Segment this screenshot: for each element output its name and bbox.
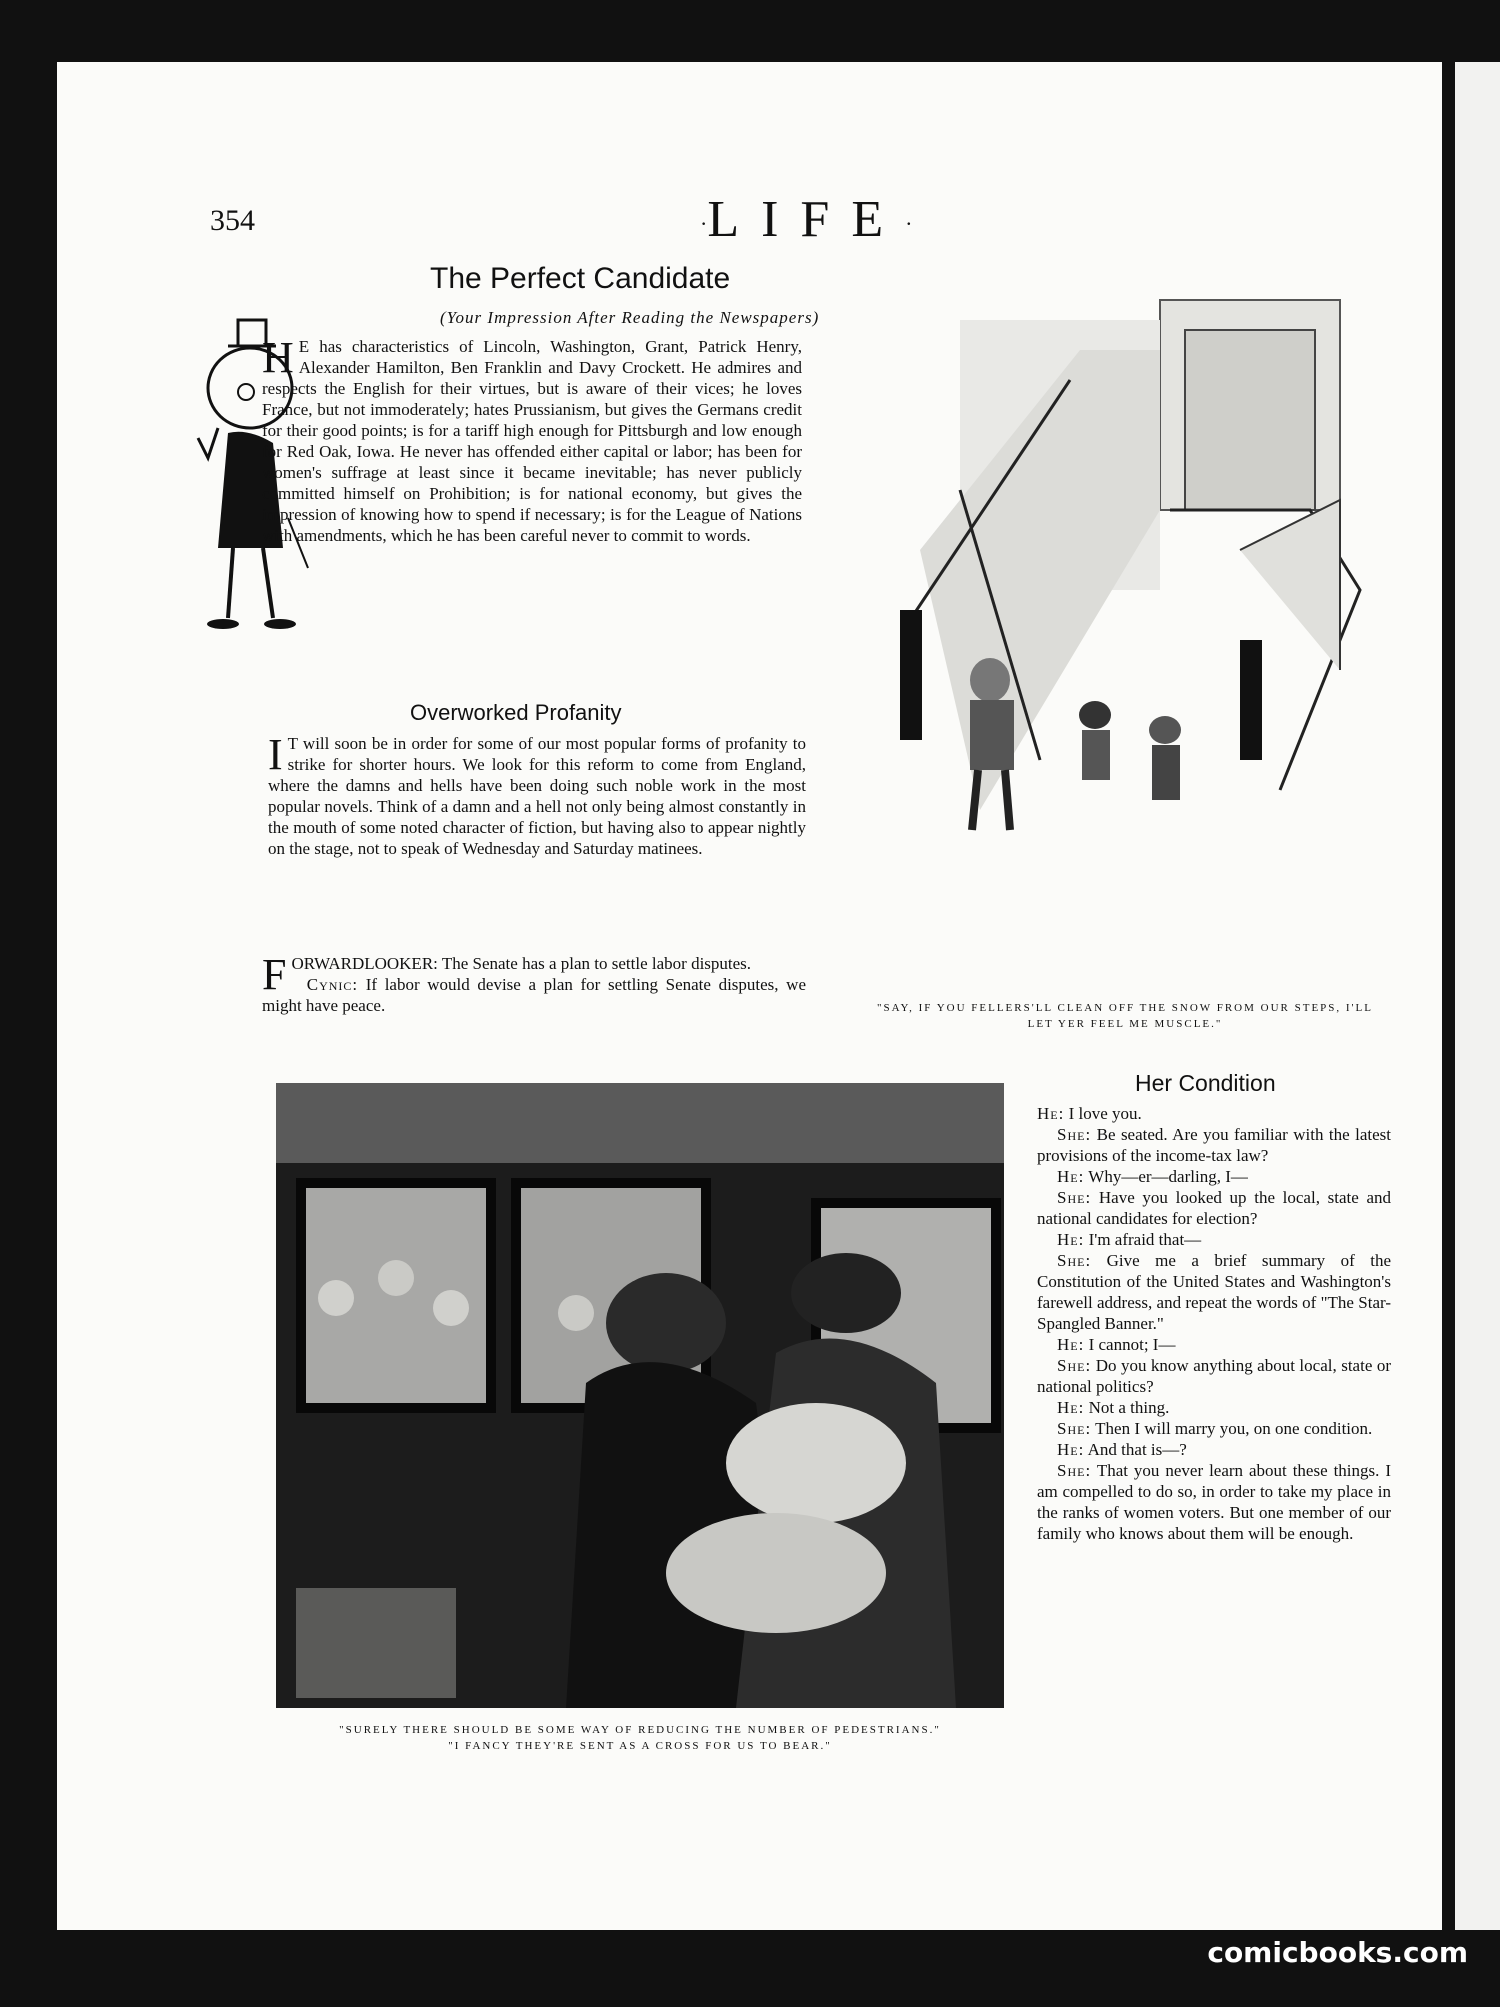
speaker-label: She:	[1057, 1461, 1092, 1480]
speaker-label: He:	[1057, 1440, 1085, 1459]
dialog-line	[1037, 1187, 1391, 1229]
dialog-text: And that is—?	[1087, 1440, 1187, 1459]
drop-cap: H	[262, 333, 294, 382]
site-watermark: comicbooks.com	[1207, 1936, 1468, 1969]
dialog-text: Not a thing.	[1088, 1398, 1170, 1417]
drop-cap: F	[262, 950, 287, 999]
article-text: E has characteristics of Lincoln, Washington, Grant, Patrick Henry, Alexander Hamilton, Ben Franklin and Davy Crockett. He admires and respects the English for their virtues, but is aware of their vices; he loves France, but not immoderately; hates Prussianism, but gives the Germans credit for their good points; is for a tariff high enough for Pittsburgh and low enough for Red Oak, Iowa. He never has offended either capital or labor; has been for women's suffrage at least since it became inevitable; has never publicly committed himself on Prohibition; is for national economy, but gives the impression of knowing how to spend if necessary; is for the League of Nations with amendments, which he has been careful never to commit to words.	[262, 337, 802, 545]
caption-line: "SURELY THERE SHOULD BE SOME WAY OF REDUCING THE NUMBER OF PEDESTRIANS."	[339, 1724, 941, 1736]
dialog-line	[1037, 1418, 1391, 1439]
speaker-label: He:	[1057, 1398, 1085, 1417]
article-title-overworked-profanity: Overworked Profanity	[410, 700, 622, 725]
dialog-line	[1037, 1103, 1391, 1124]
article-body-overworked-profanity	[268, 730, 806, 859]
drop-cap: I	[268, 730, 283, 779]
speaker-label: Cynic:	[306, 975, 359, 994]
speaker-label: She:	[1057, 1188, 1092, 1207]
speaker-label: He:	[1037, 1104, 1065, 1123]
dialog-text: Give me a brief summary of the Constitution of the United States and Washington's farewell address, and repeat the words of "The Star-Spangled Banner."	[1037, 1251, 1391, 1333]
masthead-title: LIFE	[707, 191, 906, 248]
masthead: ·LIFE·	[700, 191, 913, 248]
dialog-line	[1037, 1229, 1391, 1250]
dialog-line	[1037, 1439, 1391, 1460]
dialog-line	[1037, 1355, 1391, 1397]
dialog-line	[1037, 1124, 1391, 1166]
dialog-text: I love you.	[1068, 1104, 1142, 1123]
dialog-text: Do you know anything about local, state or national politics?	[1037, 1356, 1392, 1396]
cartoon-caption-snow: "SAY, IF YOU FELLERS'LL CLEAN OFF THE SNOW FROM OUR STEPS, I'LL LET YER FEEL ME MUSCLE."	[877, 1002, 1373, 1030]
dialog-text: Then I will marry you, on one condition.	[1095, 1419, 1373, 1438]
article-title-perfect-candidate: The Perfect Candidate	[430, 262, 731, 295]
dialog-text: That you never learn about these things. I am compelled to do so, in order to take my place in the ranks of women voters. But one member of our family who knows about them will be enough.	[1037, 1461, 1391, 1543]
article-title-her-condition: Her Condition	[1135, 1070, 1276, 1096]
article-body-forwardlooker	[262, 950, 806, 1016]
dialog-text: Be seated. Are you familiar with the latest provisions of the income-tax law?	[1037, 1125, 1392, 1165]
dialog-line: If labor would devise a plan for settling Senate disputes, we might have peace.	[262, 975, 806, 1015]
speaker-label: He:	[1057, 1167, 1085, 1186]
dialog-text: I'm afraid that—	[1088, 1230, 1202, 1249]
dialog-line: ORWARDLOOKER: The Senate has a plan to settle labor disputes.	[291, 954, 752, 973]
dialog-line	[1037, 1250, 1391, 1334]
dialog-line	[1037, 1397, 1391, 1418]
snowy-steps-cartoon-illustration	[860, 290, 1380, 980]
article-subtitle: (Your Impression After Reading the Newspapers)	[440, 308, 820, 327]
dialog-line	[1037, 1166, 1391, 1187]
dialog-line	[1037, 1334, 1391, 1355]
article-text: T will soon be in order for some of our most popular forms of profanity to strike for shorter hours. We look for this reform to come from England, where the damns and hells have been doing such noble work in the most popular novels. Think of a damn and a hell not only being almost constantly in the mouth of some noted character of fiction, but having also to appear nightly on the stage, not to speak of Wednesday and Saturday matinees.	[268, 734, 806, 858]
dialog-line	[1037, 1460, 1391, 1544]
speaker-label: She:	[1057, 1419, 1092, 1438]
train-window-illustration	[276, 1083, 1004, 1708]
speaker-label: She:	[1057, 1251, 1092, 1270]
cartoon-caption-train	[276, 1722, 1004, 1754]
speaker-label: He:	[1057, 1230, 1085, 1249]
speaker-label: She:	[1057, 1356, 1092, 1375]
dialog-text: I cannot; I—	[1088, 1335, 1176, 1354]
speaker-label: She:	[1057, 1125, 1092, 1144]
dialog-text: Have you looked up the local, state and national candidates for election?	[1037, 1188, 1392, 1228]
caption-line: "I FANCY THEY'RE SENT AS A CROSS FOR US TO BEAR."	[448, 1740, 832, 1752]
dialog-text: Why—er—darling, I—	[1088, 1167, 1248, 1186]
article-body-perfect-candidate	[262, 333, 802, 546]
article-body-her-condition	[1037, 1103, 1391, 1544]
train-window-drawing	[276, 1083, 1004, 1708]
next-page-edge	[1455, 62, 1500, 1930]
speaker-label: He:	[1057, 1335, 1085, 1354]
page-number: 354	[210, 204, 255, 237]
